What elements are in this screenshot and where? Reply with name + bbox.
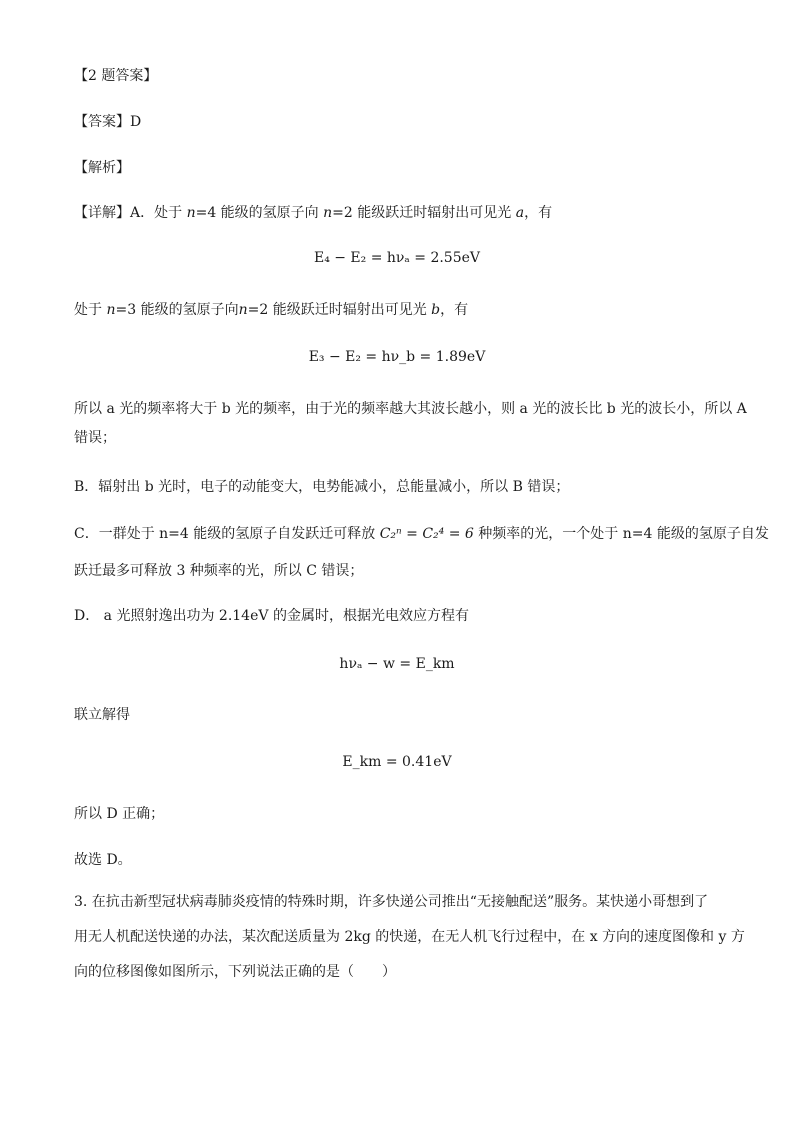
question-3-line3: 向的位移图像如图所示，下列说法正确的是（ ） [74, 964, 396, 980]
combination-formula: C₂ⁿ = C₂⁴ = 6 [379, 526, 474, 542]
analysis-heading: 【解析】 [74, 160, 130, 176]
option-d-conclusion: 所以 D 正确； [74, 806, 165, 822]
option-b-explanation: B．辐射出 b 光时，电子的动能变大，电势能减小，总能量减小，所以 B 错误； [74, 479, 570, 495]
option-b-intro: 处于 n=3 能级的氢原子向n=2 能级跃迁时辐射出可见光 b，有 [74, 302, 469, 318]
q2-answer-heading: 【2 题答案】 [74, 68, 158, 84]
option-c-explanation-line1: C．一群处于 n=4 能级的氢原子自发跃迁可释放 C₂ⁿ = C₂⁴ = 6 种频率的光，一个处于 n=4 能级的氢原子自发 [74, 526, 769, 542]
option-d-explanation: D． a 光照射逸出功为 2.14eV 的金属时，根据光电效应方程有 [74, 608, 469, 624]
equation-e3-e2: E₃ − E₂ = hν_b = 1.89eV [308, 349, 486, 365]
option-c-explanation-line2: 跃迁最多可释放 3 种频率的光，所以 C 错误； [74, 563, 364, 579]
answer-label: 【答案】D [74, 114, 142, 130]
question-3-line2: 用无人机配送快递的办法，某次配送质量为 2kg 的快递，在无人机飞行过程中，在 x 方向的速度图像和 y 方 [74, 929, 745, 945]
option-a-conclusion-line2: 错误； [74, 430, 116, 446]
option-a-intro: 【详解】A．处于 n=4 能级的氢原子向 n=2 能级跃迁时辐射出可见光 a，有 [74, 205, 553, 221]
equation-photoelectric: hνₐ − w = E_km [339, 656, 455, 672]
equation-ekm-result: E_km = 0.41eV [342, 754, 452, 770]
option-a-conclusion-line1: 所以 a 光的频率将大于 b 光的频率，由于光的频率越大其波长越小，则 a 光的波长比 b 光的波长小，所以 A [74, 401, 747, 417]
final-choice: 故选 D。 [74, 852, 132, 868]
combine-solve-label: 联立解得 [74, 707, 130, 723]
question-3-line1: 3. 在抗击新型冠状病毒肺炎疫情的特殊时期，许多快递公司推出“无接触配送”服务。某快递小哥想到了 [74, 894, 709, 910]
equation-e4-e2: E₄ − E₂ = hνₐ = 2.55eV [313, 250, 481, 266]
